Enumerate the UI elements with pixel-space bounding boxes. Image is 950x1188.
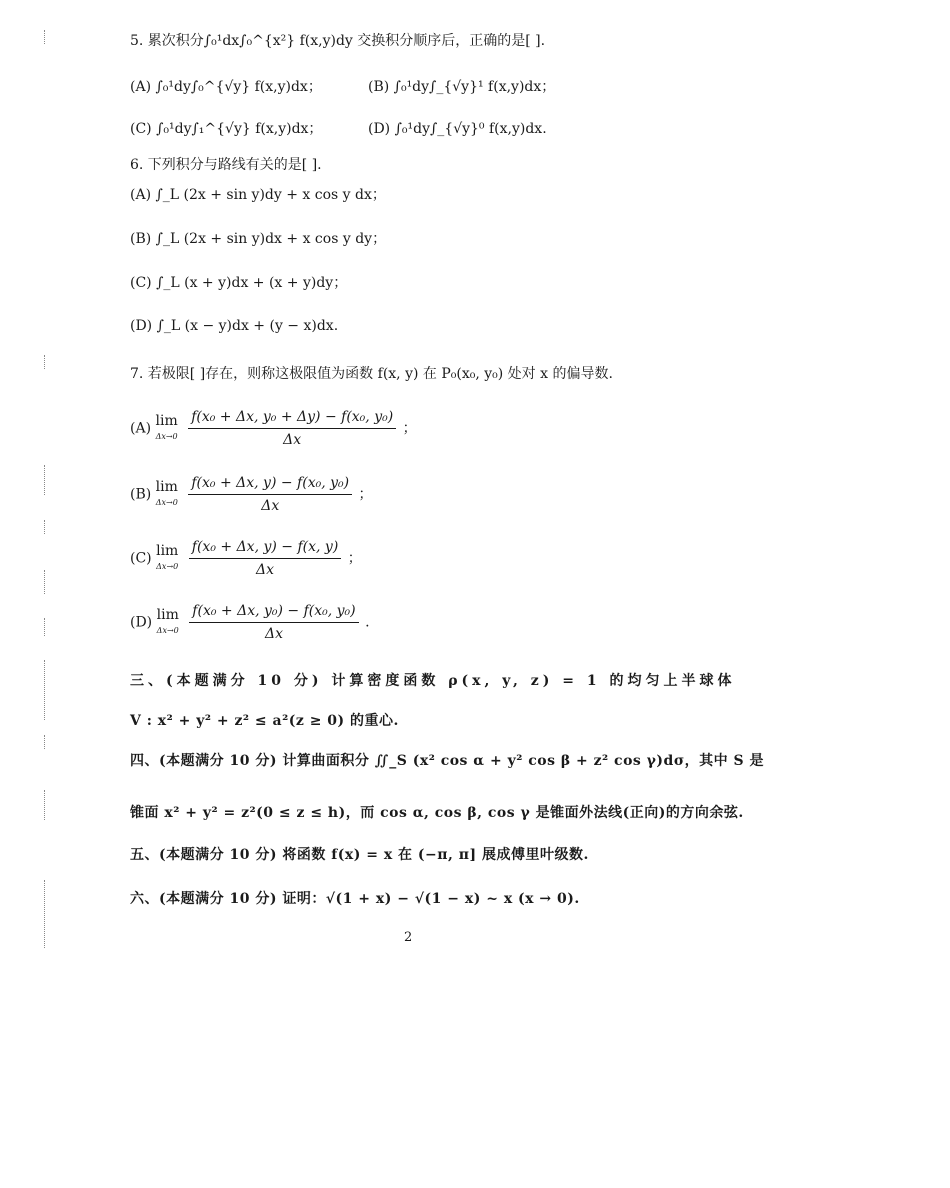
fraction (188, 474, 352, 515)
limit-word: lim (156, 606, 179, 623)
option-end: ； (402, 420, 417, 437)
section-5-line-1: 五、(本题满分 10 分) 将函数 f(x) = x 在 (−π, π] 展成傅里叶级数. (130, 847, 589, 863)
limit-subscript: Δx→0 (156, 625, 179, 635)
fraction (189, 538, 342, 579)
numerator: f(x₀ + Δx, y₀) − f(x₀, y₀) (189, 602, 358, 623)
margin-dots (44, 880, 47, 948)
limit (156, 542, 178, 576)
limit-subscript: Δx→0 (155, 497, 178, 507)
q5-option-c: (C) ∫₀¹dy∫₁^{√y} f(x,y)dx； (130, 121, 323, 137)
margin-dots (44, 355, 47, 369)
limit (156, 412, 178, 446)
option-label: (B) (130, 486, 152, 503)
option-end: . (365, 614, 370, 631)
margin-dots (44, 735, 47, 749)
option-end: ； (358, 486, 373, 503)
margin-dots (44, 660, 47, 720)
margin-dots (44, 520, 47, 534)
denominator: Δx (256, 562, 275, 578)
section-3-line-2: V : x² + y² + z² ≤ a²(z ≥ 0) 的重心. (130, 713, 399, 729)
denominator: Δx (261, 498, 280, 514)
section-3-line-1: 三、(本题满分 10 分) 计算密度函数 ρ(x, y, z) = 1 的均匀上半球体 (130, 673, 736, 689)
page-number: 2 (404, 930, 413, 945)
limit-word: lim (155, 412, 178, 429)
section-6-line-1: 六、(本题满分 10 分) 证明：√(1 + x) − √(1 − x) ~ x (x → 0). (130, 891, 580, 907)
denominator: Δx (283, 432, 302, 448)
q5-option-a: (A) ∫₀¹dy∫₀^{√y} f(x,y)dx； (130, 79, 322, 95)
q7-option-d (130, 602, 370, 643)
fraction (189, 602, 358, 643)
limit-word: lim (156, 542, 179, 559)
section-4-line-1: 四、(本题满分 10 分) 计算曲面积分 ∬_S (x² cos α + y² cos β + z² cos γ)dσ，其中 S 是 (130, 753, 765, 769)
q7-option-b (130, 474, 373, 515)
q6-option-d: (D) ∫_L (x − y)dx + (y − x)dx. (130, 318, 339, 334)
limit-word: lim (155, 478, 178, 495)
numerator: f(x₀ + Δx, y) − f(x, y) (189, 538, 342, 559)
numerator: f(x₀ + Δx, y) − f(x₀, y₀) (188, 474, 352, 495)
denominator: Δx (264, 626, 283, 642)
limit (156, 478, 178, 512)
margin-dots (44, 618, 47, 636)
q5-option-b: (B) ∫₀¹dy∫_{√y}¹ f(x,y)dx； (368, 79, 556, 95)
q7-option-c (130, 538, 362, 579)
q6-option-c: (C) ∫_L (x + y)dx + (x + y)dy； (130, 275, 348, 291)
margin-dots (44, 30, 47, 44)
option-label: (A) (130, 420, 152, 437)
option-end: ； (347, 550, 362, 567)
limit (157, 606, 179, 640)
q7-option-a (130, 408, 417, 449)
q5-stem: 5. 累次积分∫₀¹dx∫₀^{x²} f(x,y)dy 交换积分顺序后，正确的是[ ]. (130, 33, 546, 49)
margin-dots (44, 790, 47, 820)
margin-dots (44, 465, 47, 495)
option-label: (C) (130, 550, 152, 567)
numerator: f(x₀ + Δx, y₀ + Δy) − f(x₀, y₀) (188, 408, 396, 429)
section-4-line-2: 锥面 x² + y² = z²(0 ≤ z ≤ h)，而 cos α, cos β, cos γ 是锥面外法线(正向)的方向余弦. (130, 805, 744, 821)
q6-stem: 6. 下列积分与路线有关的是[ ]. (130, 157, 322, 173)
option-label: (D) (130, 614, 153, 631)
q7-stem: 7. 若极限[ ]存在，则称这极限值为函数 f(x, y) 在 P₀(x₀, y₀) 处对 x 的偏导数. (130, 366, 613, 382)
q6-option-a: (A) ∫_L (2x + sin y)dy + x cos y dx； (130, 187, 386, 203)
limit-subscript: Δx→0 (156, 561, 179, 571)
q6-option-b: (B) ∫_L (2x + sin y)dx + x cos y dy； (130, 231, 387, 247)
limit-subscript: Δx→0 (155, 431, 178, 441)
q5-option-d: (D) ∫₀¹dy∫_{√y}⁰ f(x,y)dx. (368, 121, 547, 137)
fraction (188, 408, 396, 449)
margin-dots (44, 570, 47, 594)
